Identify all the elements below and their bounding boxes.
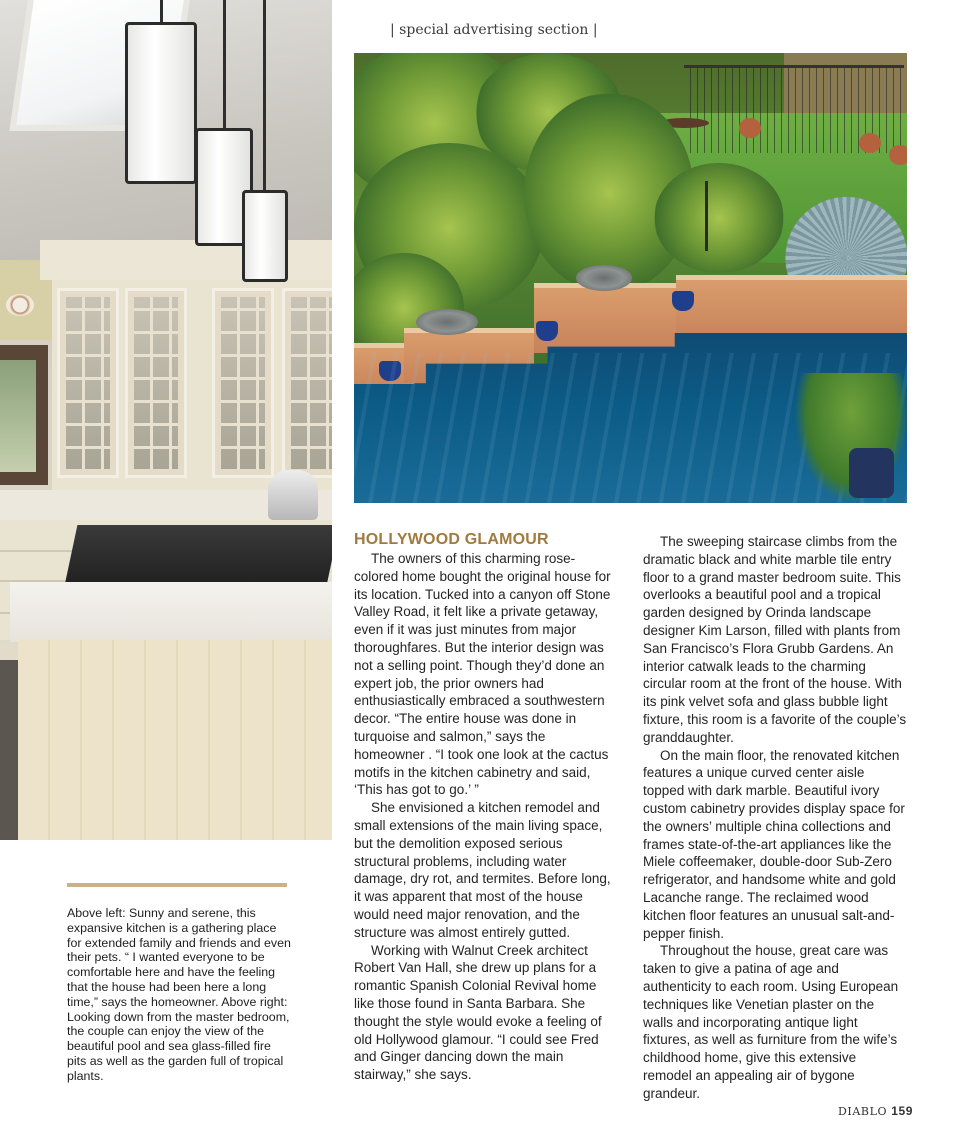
article-paragraph: Working with Walnut Creek architect Robert Van Hall, she drew up plans for a romantic Spanish Colonial Revival home like those found in Santa Barbara. She thought the style would evoke a feeling of old Hollywood glamour. “I could see Fred and Ginger dancing down the main stairway,” she says.: [354, 942, 602, 1083]
garden-torch: [705, 181, 708, 251]
article-column-left: [354, 550, 616, 1084]
kitchen-island: [18, 640, 332, 840]
caption-divider: [67, 883, 287, 887]
pool-photo: [354, 53, 907, 503]
section-label: | special advertising section |: [390, 22, 598, 38]
article-paragraph: The owners of this charming rose-colored home bought the original house for its location. Tucked into a canyon off Stone Valley Road, it felt like a private getaway, even if it was just minutes from major thoroughfares. But the interior design was not a selling point. Though they’d done an expert job, the prior owners had enthusiastically embraced a southwestern decor. “The entire house was done in turquoise and salmon,” says the homeowner . “I took one look at the cactus motifs in the kitchen cabinetry and said, ‘This has got to go.’ ”: [354, 551, 611, 798]
article-paragraph: The sweeping staircase climbs from the dramatic black and white marble tile entry floor to a grand master bedroom suite. This overlooks a beautiful pool and a tropical garden designed by Orinda landscape designer Kim Larson, filled with plants from San Francisco’s Flora Grubb Gardens. An interior catwalk leads to the charming circular room at the front of the house. With its pink velvet sofa and glass bubble light fixture, this room is a favorite of the couple’s granddaughter.: [643, 534, 907, 745]
pendant-cord: [263, 0, 266, 192]
pendant-light: [242, 190, 288, 282]
stand-mixer: [268, 470, 318, 520]
pendant-light: [125, 22, 197, 184]
kitchen-photo: [0, 0, 332, 840]
cabinet-door: [125, 288, 187, 478]
kitchen-window-view: [0, 360, 36, 472]
potted-palm-pot: [849, 448, 894, 498]
fire-pit-bowl: [416, 309, 478, 335]
pool-wall: [534, 283, 679, 353]
terracotta-pot: [859, 133, 881, 153]
cabinet-door: [57, 288, 119, 478]
blue-planter: [536, 321, 558, 341]
island-countertop: [10, 582, 332, 642]
wood-floor: [0, 660, 18, 840]
page-number: 159: [891, 1104, 914, 1118]
magazine-name: DIABLO: [838, 1105, 888, 1118]
pool-wall: [676, 275, 907, 340]
terracotta-pot: [739, 118, 761, 138]
article-column-right: [643, 533, 907, 1103]
blue-planter: [672, 291, 694, 311]
decorative-plate: [6, 294, 34, 316]
article-headline: HOLLYWOOD GLAMOUR: [354, 531, 549, 548]
cabinet-door: [282, 288, 332, 478]
article-paragraph: Throughout the house, great care was taken to give a patina of age and authenticity to each room. Using European techniques like Venetian plaster on the walls and incorporating antique light fixtures, as well as furniture from the wife’s childhood home, give this extensive remodel an appealing air of bygone grandeur.: [643, 943, 899, 1101]
cabinet-door: [212, 288, 274, 478]
shrub: [654, 163, 784, 273]
page-footer: [838, 1104, 918, 1118]
article-paragraph: She envisioned a kitchen remodel and small extensions of the main living space, but the demolition exposed serious structural problems, including water damage, dry rot, and termites. Before long, it was apparent that most of the house would need major renovation, and the structure was almost entirely gutted.: [354, 800, 611, 940]
cabinet-crown: [40, 240, 332, 280]
terracotta-pot: [889, 145, 907, 165]
fire-pit-bowl: [576, 265, 632, 291]
pendant-cord: [223, 0, 226, 130]
article-paragraph: On the main floor, the renovated kitchen features a unique curved center aisle topped with dark marble. Beautiful ivory custom cabinetry provides display space for the owners’ multiple china collections and frames state-of-the-art appliances like the Miele coffeemaker, double-door Sub-Zero refrigerator, and handsome white and gold Lacanche range. The reclaimed wood kitchen floor features an unusual salt-and-pepper finish.: [643, 747, 905, 941]
photo-caption: Above left: Sunny and serene, this expansive kitchen is a gathering place for extended family and friends and even their pets. “ I wanted everyone to be comfortable here and have the feeling that the house had been here a long time,” says the homeowner. Above right: Looking down from the master bedroom, the couple can enjoy the view of the beautiful pool and sea glass-filled fire pits as well as the garden full of tropical plants.: [67, 906, 291, 1083]
